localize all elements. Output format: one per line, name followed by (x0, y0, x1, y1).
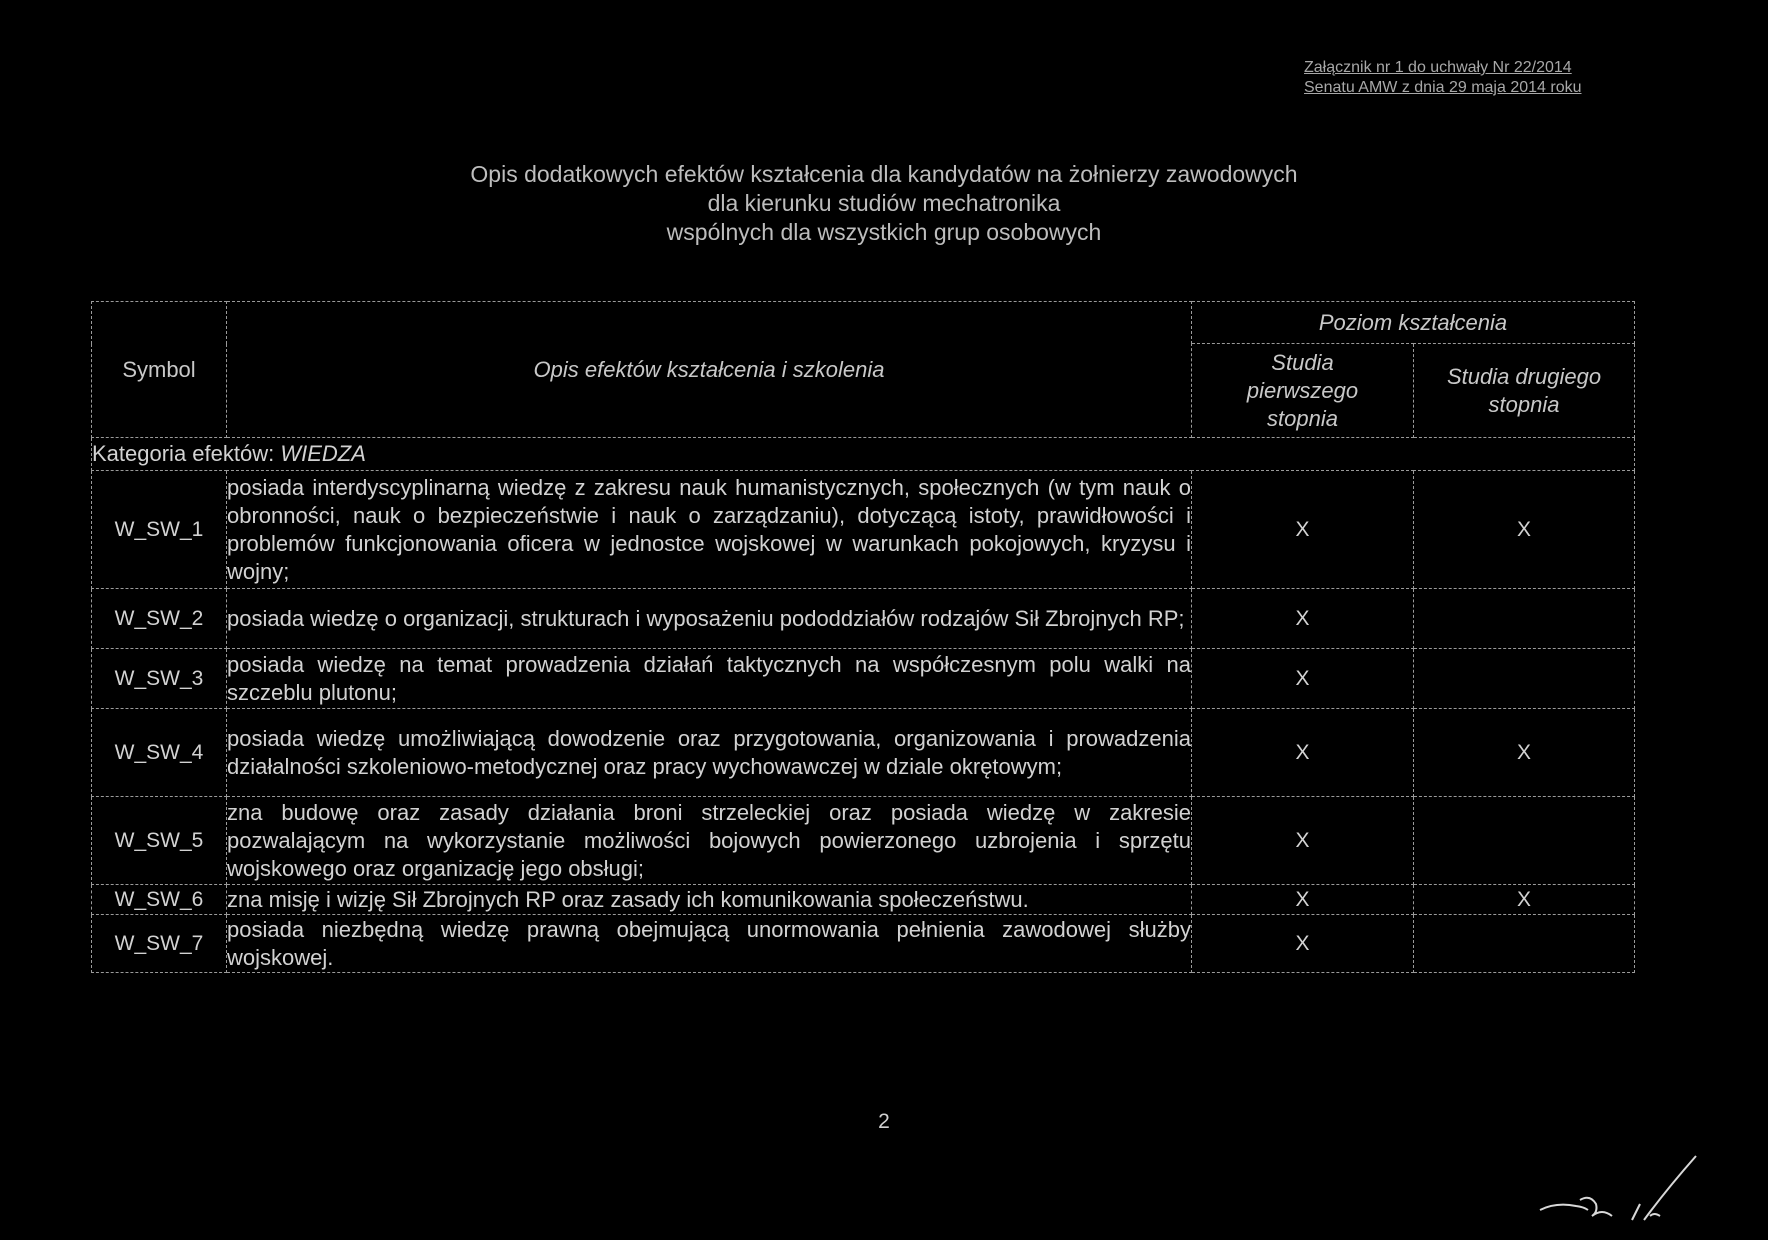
row-second-degree-mark (1414, 797, 1635, 885)
table-row (92, 649, 1635, 709)
header-education-level: Poziom kształcenia (1192, 302, 1635, 344)
row-symbol: W_SW_1 (92, 471, 227, 589)
table-header-row-1 (92, 302, 1635, 344)
category-prefix: Kategoria efektów: (92, 441, 275, 466)
annex-line-1: Załącznik nr 1 do uchwały Nr 22/2014 (1304, 59, 1572, 76)
row-second-degree-mark: X (1414, 709, 1635, 797)
row-first-degree-mark: X (1192, 915, 1414, 973)
table-row (92, 709, 1635, 797)
header-description: Opis efektów kształcenia i szkolenia (227, 302, 1192, 438)
title-line-1: Opis dodatkowych efektów kształcenia dla kandydatów na żołnierzy zawodowych (470, 161, 1298, 187)
row-second-degree-mark: X (1414, 885, 1635, 915)
row-first-degree-mark: X (1192, 471, 1414, 589)
row-symbol: W_SW_2 (92, 589, 227, 649)
title-line-2: dla kierunku studiów mechatronika (707, 190, 1061, 216)
document-title (0, 160, 1768, 247)
table-row (92, 915, 1635, 973)
row-first-degree-mark: X (1192, 797, 1414, 885)
category-cell (92, 438, 1635, 471)
row-description: posiada wiedzę o organizacji, strukturach i wyposażeniu pododdziałów rodzajów Sił Zbrojnych RP; (227, 589, 1192, 649)
row-symbol: W_SW_5 (92, 797, 227, 885)
signature-mark (1536, 1150, 1716, 1230)
row-symbol: W_SW_4 (92, 709, 227, 797)
row-symbol: W_SW_6 (92, 885, 227, 915)
table-row (92, 589, 1635, 649)
table-row (92, 471, 1635, 589)
annex-line-2: Senatu AMW z dnia 29 maja 2014 roku (1304, 79, 1582, 96)
row-first-degree-mark: X (1192, 649, 1414, 709)
row-second-degree-mark: X (1414, 471, 1635, 589)
row-first-degree-mark: X (1192, 589, 1414, 649)
header-symbol: Symbol (92, 302, 227, 438)
category-row (92, 438, 1635, 471)
annex-reference (1304, 58, 1582, 98)
row-symbol: W_SW_7 (92, 915, 227, 973)
row-first-degree-mark: X (1192, 709, 1414, 797)
learning-outcomes-table (91, 301, 1635, 973)
row-first-degree-mark: X (1192, 885, 1414, 915)
title-line-3: wspólnych dla wszystkich grup osobowych (666, 219, 1102, 245)
category-value: WIEDZA (280, 441, 366, 466)
row-description: posiada wiedzę na temat prowadzenia działań taktycznych na współczesnym polu walki na szczeblu plutonu; (227, 649, 1192, 709)
row-description: posiada wiedzę umożliwiającą dowodzenie oraz przygotowania, organizowania i prowadzenia działalności szkoleniowo-metodycznej oraz pracy wychowawczej w dziale okrętowym; (227, 709, 1192, 797)
row-description: zna misję i wizję Sił Zbrojnych RP oraz zasady ich komunikowania społeczeństwu. (227, 885, 1192, 915)
page-number: 2 (878, 1110, 890, 1133)
header-first-degree: Studia pierwszego stopnia (1192, 344, 1414, 438)
row-description: posiada interdyscyplinarną wiedzę z zakresu nauk humanistycznych, społecznych (w tym nauk o obronności, nauk o bezpieczeństwie i nauk o zarządzaniu), dotyczącą istoty, prawidłowości i problemów funkcjonowania oficera w jednostce wojskowej w warunkach pokojowych, kryzysu i wojny; (227, 471, 1192, 589)
table-row (92, 797, 1635, 885)
row-second-degree-mark (1414, 915, 1635, 973)
row-symbol: W_SW_3 (92, 649, 227, 709)
table-row (92, 885, 1635, 915)
header-second-degree: Studia drugiego stopnia (1414, 344, 1635, 438)
row-second-degree-mark (1414, 649, 1635, 709)
row-second-degree-mark (1414, 589, 1635, 649)
row-description: zna budowę oraz zasady działania broni strzeleckiej oraz posiada wiedzę w zakresie pozwalającym na wykorzystanie możliwości bojowych powierzonego uzbrojenia i sprzętu wojskowego oraz organizację jego obsługi; (227, 797, 1192, 885)
row-description: posiada niezbędną wiedzę prawną obejmującą unormowania pełnienia zawodowej służby wojskowej. (227, 915, 1192, 973)
